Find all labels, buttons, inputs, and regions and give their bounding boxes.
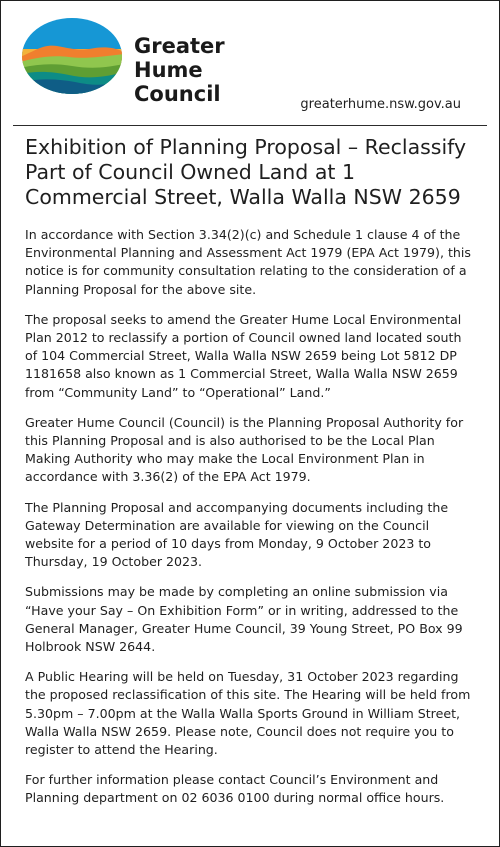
notice-paragraph-1: In accordance with Section 3.34(2)(c) and Schedule 1 clause 4 of the Environmental Planning and Assessment Act 1979 (EPA Act 1979), this notice is for community consultation relating to the consideration of a Planning Proposal for the above site. — [25, 227, 471, 297]
greater-hume-council-logo-icon — [20, 16, 124, 96]
notice-paragraph-4: The Planning Proposal and accompanying documents including the Gateway Determination are available for viewing on the Council website for a period of 10 days from Monday, 9 October 2023 to Thursday, 19 October 2023. — [25, 499, 449, 570]
notice-paragraph-3: Greater Hume Council (Council) is the Planning Proposal Authority for this Planning Proposal and is also authorised to be the Local Plan Making Authority who may make the Local Environment Plan in accordance with 3.36(2) of the EPA Act 1979. — [25, 414, 464, 485]
header-divider — [13, 125, 487, 126]
notice-content — [25, 135, 477, 808]
wordmark-line-hume: Hume — [134, 58, 203, 82]
notice-title: Exhibition of Planning Proposal – Reclassify Part of Council Owned Land at 1 Commercial Street, Walla Walla NSW 2659 — [25, 135, 467, 209]
notice-paragraph-5: Submissions may be made by completing an online submission via “Have your Say – On Exhibition Form” or in writing, addressed to the General Manager, Greater Hume Council, 39 Young Street, PO Box 99 Holbrook NSW 2644. — [25, 584, 463, 655]
notice-paragraph-7: For further information please contact Council’s Environment and Planning department on 02 6036 0100 during normal office hours. — [25, 772, 445, 806]
wordmark-line-council: Council — [134, 82, 221, 106]
council-wordmark — [134, 34, 225, 106]
website-link[interactable]: greaterhume.nsw.gov.au — [300, 97, 461, 112]
notice-paragraph-2: The proposal seeks to amend the Greater Hume Local Environmental Plan 2012 to reclassify a portion of Council owned land located south of 104 Commercial Street, Walla Walla NSW 2659 being Lot 5812 DP 1181658 also known as 1 Commercial Street, Walla Walla NSW 2659 from “Community Land” to “Operational” Land.” — [25, 311, 462, 400]
notice-header — [1, 1, 499, 127]
notice-paragraph-6: A Public Hearing will be held on Tuesday, 31 October 2023 regarding the proposed reclassification of this site. The Hearing will be held from 5.30pm – 7.00pm at the Walla Walla Sports Ground in William Street, Walla Walla NSW 2659. Please note, Council does not require you to register to attend the Hearing. — [25, 669, 471, 758]
wordmark-line-greater: Greater — [134, 34, 225, 58]
